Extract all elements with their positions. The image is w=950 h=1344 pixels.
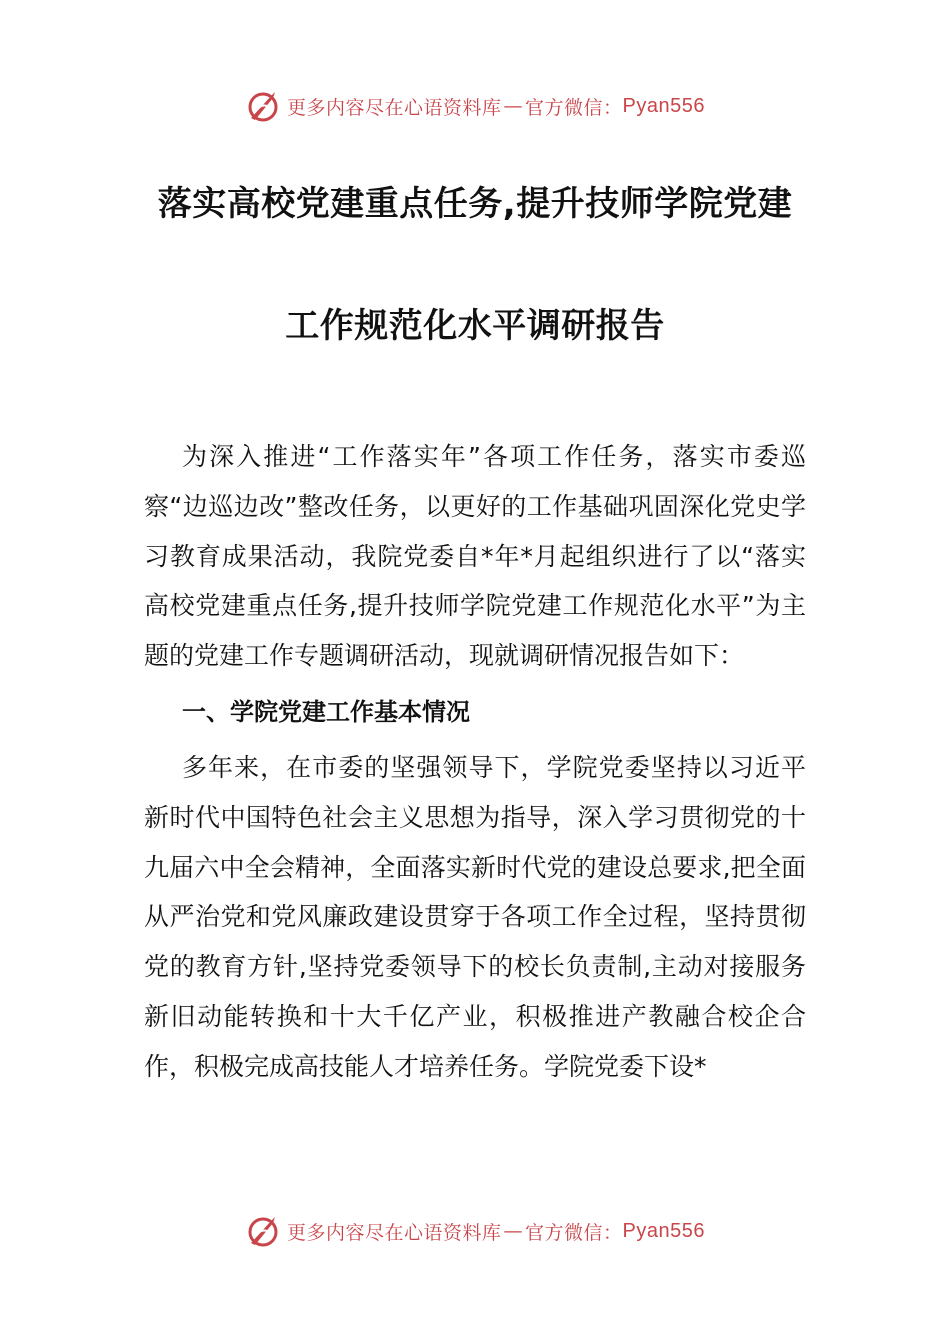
pen-circle-logo-icon	[245, 1213, 281, 1249]
section-1-paragraph: 多年来，在市委的坚强领导下，学院党委坚持以习近平新时代中国特色社会主义思想为指导，深入学习贯彻党的十九届六中全会精神，全面落实新时代党的建设总要求,把全面从严治党和党风廉政建设贯穿于各项工作全过程，坚持贯彻党的教育方针,坚持党委领导下的校长负责制,主动对接服务新旧动能转换和十大千亿产业，积极推进产教融合校企合作，积极完成高技能人才培养任务。学院党委下设*	[144, 752, 806, 1081]
document-body	[144, 432, 806, 1092]
document-title-line-2: 工作规范化水平调研报告	[285, 306, 665, 346]
document-title-line-1: 落实高校党建重点任务,提升技师学院党建	[157, 184, 793, 224]
pen-circle-logo-icon	[245, 88, 281, 124]
footer-watermark	[0, 1211, 950, 1251]
watermark-brand: 更多内容尽在心语资料库	[287, 1221, 502, 1244]
watermark-contact-label: 官方微信：	[525, 96, 623, 119]
section-1-heading: 一、学院党建工作基本情况	[182, 697, 470, 726]
watermark-contact-label: 官方微信：	[525, 1221, 623, 1244]
watermark-contact-id: Pyan556	[622, 94, 705, 117]
watermark-dash: —	[503, 95, 524, 117]
header-watermark	[0, 86, 950, 126]
watermark-brand: 更多内容尽在心语资料库	[287, 96, 502, 119]
watermark-contact-id: Pyan556	[622, 1219, 705, 1242]
intro-paragraph: 为深入推进“工作落实年”各项工作任务，落实市委巡察“边巡边改”整改任务，以更好的工作基础巩固深化党史学习教育成果活动，我院党委自*年*月起组织进行了以“落实高校党建重点任务,提升技师学院党建工作规范化水平”为主题的党建工作专题调研活动，现就调研情况报告如下：	[144, 442, 806, 671]
watermark-dash: —	[503, 1220, 524, 1242]
